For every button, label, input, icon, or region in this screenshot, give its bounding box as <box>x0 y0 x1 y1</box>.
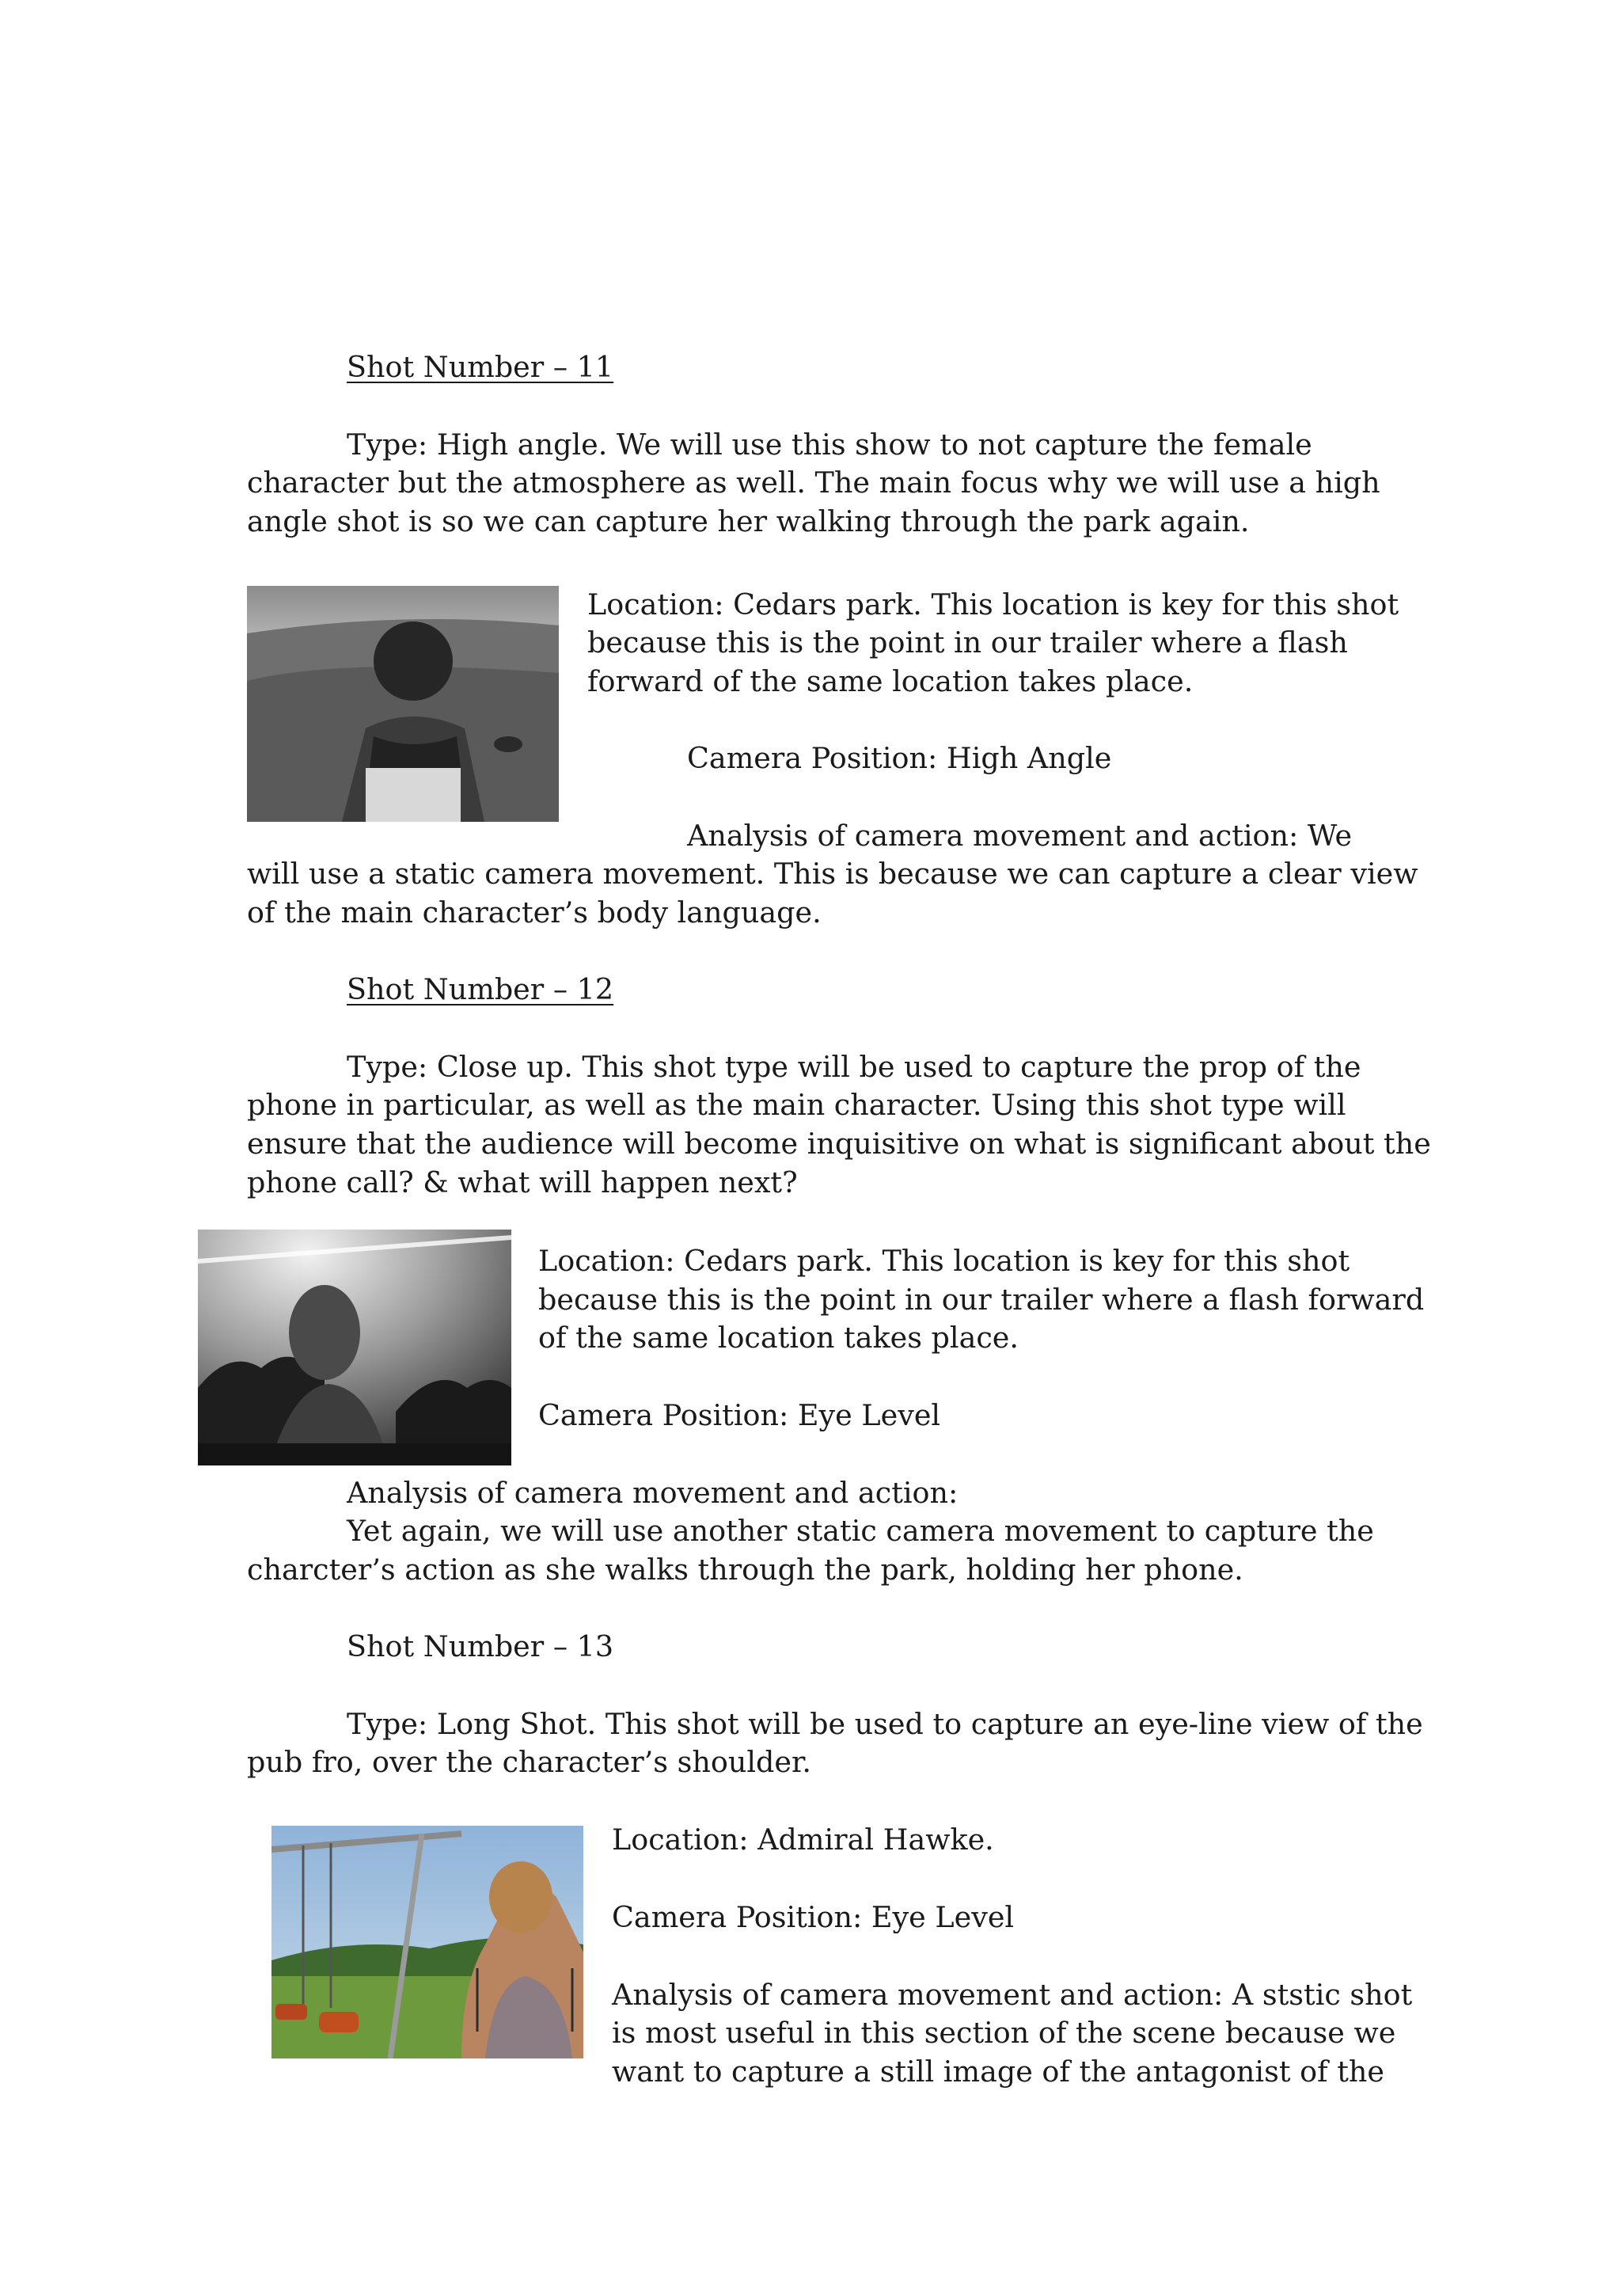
shot-11-type-line-2: character but the atmosphere as well. The main focus why we will use a high <box>247 466 1380 500</box>
shot-12-type-line-1: Type: Close up. This shot type will be used to capture the prop of the <box>347 1050 1361 1084</box>
shot-13-photo <box>271 1826 583 2058</box>
shot-11-analysis-line-3: of the main character’s body language. <box>247 895 822 929</box>
shot-11-location-line-1: Location: Cedars park. This location is key for this shot <box>587 587 1399 622</box>
shot-12-type-line-2: phone in particular, as well as the main character. Using this shot type will <box>247 1088 1346 1122</box>
shot-12-type-line-4: phone call? & what will happen next? <box>247 1165 798 1199</box>
shot-13-location: Location: Admiral Hawke. <box>612 1823 994 1857</box>
shot-11-photo <box>247 586 559 822</box>
shot-12-type-line-3: ensure that the audience will become inquisitive on what is significant about the <box>247 1127 1431 1161</box>
shot-12-analysis-line-2: Yet again, we will use another static camera movement to capture the <box>347 1514 1374 1548</box>
shot-13-type-line-1: Type: Long Shot. This shot will be used to capture an eye-line view of the <box>347 1707 1423 1741</box>
shot-11-location-line-2: because this is the point in our trailer where a flash <box>587 625 1348 660</box>
shot-11-location-line-3: forward of the same location takes place. <box>587 664 1194 698</box>
shot-12-analysis-line-1: Analysis of camera movement and action: <box>347 1476 959 1510</box>
shot-13-type-line-2: pub fro, over the character’s shoulder. <box>247 1745 812 1779</box>
shot-12-analysis-line-3: charcter’s action as she walks through the park, holding her phone. <box>247 1553 1243 1587</box>
shot-13-camera-position: Camera Position: Eye Level <box>612 1900 1015 1934</box>
shot-11-analysis-line-2: will use a static camera movement. This is because we can capture a clear view <box>247 857 1418 891</box>
shot-12-heading: Shot Number – 12 <box>347 972 614 1006</box>
shot-12-camera-position: Camera Position: Eye Level <box>538 1398 941 1432</box>
shot-11-type-line-1: Type: High angle. We will use this show to not capture the female <box>347 428 1312 462</box>
shot-13-analysis-line-2: is most useful in this section of the scene because we <box>612 2016 1396 2050</box>
shot-12-photo <box>198 1230 511 1465</box>
shot-12-location-line-3: of the same location takes place. <box>538 1321 1019 1355</box>
shot-11-type-line-3: angle shot is so we can capture her walking through the park again. <box>247 504 1250 538</box>
shot-11-camera-position: Camera Position: High Angle <box>687 741 1112 775</box>
shot-11-analysis-line-1: Analysis of camera movement and action: We <box>687 819 1353 853</box>
shot-13-analysis-line-1: Analysis of camera movement and action: A ststic shot <box>612 1978 1413 2012</box>
shot-12-location-line-2: because this is the point in our trailer where a flash forward <box>538 1283 1425 1317</box>
shot-11-heading: Shot Number – 11 <box>347 350 614 384</box>
shot-13-heading: Shot Number – 13 <box>347 1629 614 1663</box>
shot-13-analysis-line-3: want to capture a still image of the antagonist of the <box>612 2055 1384 2089</box>
shot-12-location-line-1: Location: Cedars park. This location is key for this shot <box>538 1244 1350 1278</box>
